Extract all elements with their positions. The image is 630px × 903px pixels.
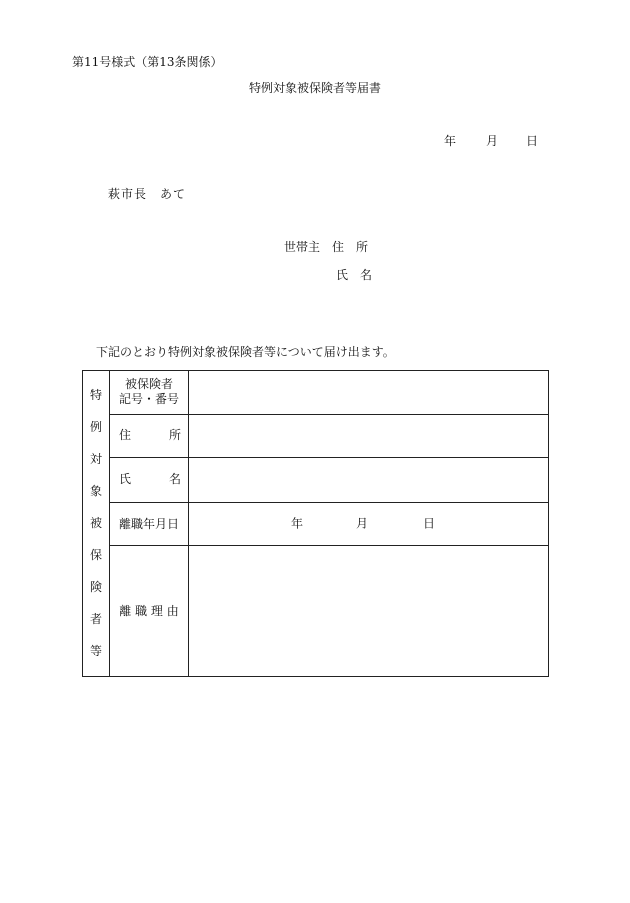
vertical-header xyxy=(83,371,110,677)
insured-number-field[interactable] xyxy=(189,371,549,415)
document-title: 特例対象被保険者等届書 xyxy=(248,81,381,95)
head-name-label: 氏 名 xyxy=(336,268,373,282)
separation-date-day-label: 日 xyxy=(423,516,436,531)
vertical-header-char: 象 xyxy=(89,484,102,498)
vertical-header-char: 特 xyxy=(89,388,102,402)
separation-date-year-label: 年 xyxy=(291,516,304,531)
vertical-header-char: 険 xyxy=(89,580,102,594)
date-day-label: 日 xyxy=(526,134,539,148)
separation-reason-field[interactable] xyxy=(189,546,549,677)
form-number: 第11号様式（第13条関係） xyxy=(72,55,223,69)
name-label xyxy=(110,458,189,503)
address-field[interactable] xyxy=(189,414,549,458)
name-label-a: 氏 xyxy=(119,472,132,487)
date-line xyxy=(444,135,538,147)
vertical-header-char: 対 xyxy=(89,452,102,466)
name-field[interactable] xyxy=(189,458,549,503)
insured-number-label xyxy=(110,371,189,415)
separation-reason-label: 離 職 理 由 xyxy=(110,546,189,677)
separation-date-month-label: 月 xyxy=(356,516,369,531)
vertical-header-char: 被 xyxy=(89,516,102,530)
date-year-label: 年 xyxy=(444,134,457,148)
vertical-header-char: 等 xyxy=(89,644,102,658)
vertical-header-char: 例 xyxy=(89,420,102,434)
head-of-household-address xyxy=(284,241,368,253)
name-label-b: 名 xyxy=(168,472,181,487)
vertical-header-char: 保 xyxy=(89,548,102,562)
insured-form-table xyxy=(82,370,549,677)
insured-number-label-line1: 被保険者 xyxy=(124,377,173,392)
insured-number-label-line2: 記号・番号 xyxy=(118,392,179,407)
vertical-header-char: 者 xyxy=(89,612,102,626)
separation-date-label: 離職年月日 xyxy=(110,502,189,546)
address-label-b: 所 xyxy=(168,428,181,443)
head-of-household-label: 世帯主 xyxy=(284,240,321,254)
addressee: 萩市長 あて xyxy=(108,187,187,201)
separation-date-field[interactable] xyxy=(189,502,549,546)
address-label xyxy=(110,414,189,458)
head-address-label: 住 所 xyxy=(332,240,369,254)
head-of-household-name xyxy=(336,269,372,281)
address-label-a: 住 xyxy=(119,428,132,443)
intro-text: 下記のとおり特例対象被保険者等について届け出ます。 xyxy=(96,345,395,359)
date-month-label: 月 xyxy=(486,134,499,148)
